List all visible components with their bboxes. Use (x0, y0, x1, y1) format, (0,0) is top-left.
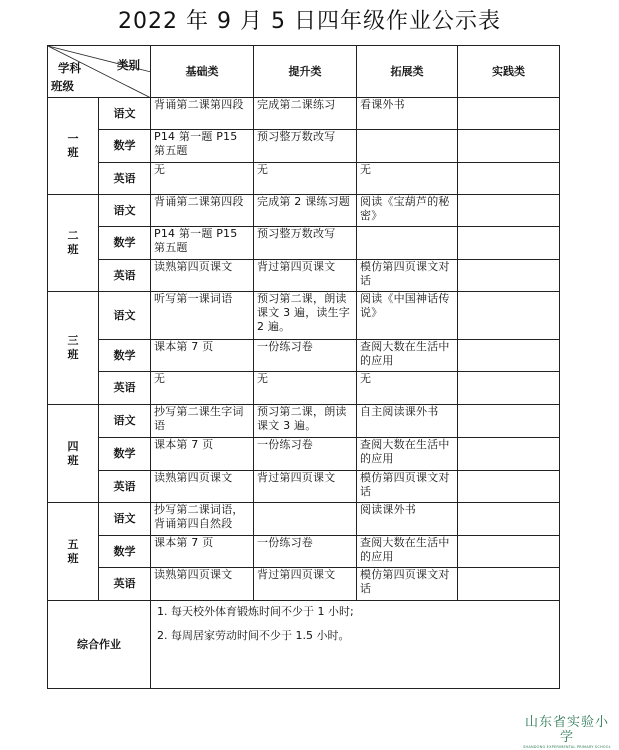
homework-cell-advanced: 一份练习卷 (254, 438, 357, 471)
table-row (48, 503, 560, 536)
column-header-basic: 基础类 (151, 46, 254, 98)
column-header-extension: 拓展类 (357, 46, 458, 98)
summary-note: 2. 每周居家劳动时间不少于 1.5 小时。 (157, 629, 350, 642)
homework-cell-advanced: 背过第四页课文 (254, 260, 357, 292)
homework-cell-extension: 阅读《宝葫芦的秘密》 (357, 195, 458, 227)
class-name-cell: 五 班 (48, 503, 99, 601)
table-row (48, 98, 560, 130)
subject-cell: 数学 (99, 438, 151, 471)
table-row (48, 227, 560, 260)
homework-cell-advanced: 无 (254, 372, 357, 405)
subject-cell: 英语 (99, 260, 151, 292)
summary-notes (151, 601, 560, 689)
homework-cell-practice (458, 98, 560, 130)
subject-cell: 英语 (99, 163, 151, 195)
column-header-advanced: 提升类 (254, 46, 357, 98)
subject-cell: 英语 (99, 372, 151, 405)
homework-cell-basic: 课本第 7 页 (151, 536, 254, 568)
homework-cell-basic: 抄写第二课生字词语 (151, 405, 254, 438)
subject-cell: 语文 (99, 405, 151, 438)
table-row (48, 292, 560, 340)
homework-cell-advanced: 无 (254, 163, 357, 195)
table-row (48, 471, 560, 503)
page-title: 2022 年 9 月 5 日四年级作业公示表 (118, 9, 501, 34)
homework-cell-advanced: 完成第 2 课练习题 (254, 195, 357, 227)
homework-cell-advanced: 预习第二课，朗读课文 3 遍。 (254, 405, 357, 438)
homework-cell-basic: 背诵第二课第四段 (151, 195, 254, 227)
homework-cell-practice (458, 163, 560, 195)
class-name-cell: 三 班 (48, 292, 99, 405)
class-name-cell: 四 班 (48, 405, 99, 503)
subject-cell: 数学 (99, 227, 151, 260)
subject-cell: 语文 (99, 503, 151, 536)
homework-cell-advanced: 背过第四页课文 (254, 471, 357, 503)
homework-cell-basic: 课本第 7 页 (151, 340, 254, 372)
homework-cell-practice (458, 536, 560, 568)
homework-cell-extension: 阅读《中国神话传说》 (357, 292, 458, 340)
homework-cell-practice (458, 340, 560, 372)
corner-header (48, 46, 151, 98)
homework-cell-extension: 阅读课外书 (357, 503, 458, 536)
homework-cell-practice (458, 438, 560, 471)
subject-cell: 英语 (99, 471, 151, 503)
subject-cell: 语文 (99, 292, 151, 340)
homework-cell-practice (458, 227, 560, 260)
summary-row (48, 601, 560, 689)
homework-cell-practice (458, 372, 560, 405)
homework-cell-extension: 看课外书 (357, 98, 458, 130)
class-name-cell: 一 班 (48, 98, 99, 195)
school-logo-english: SHANDONG EXPERIMENTAL PRIMARY SCHOOL (523, 745, 611, 749)
homework-cell-extension: 自主阅读课外书 (357, 405, 458, 438)
table-row (48, 372, 560, 405)
school-logo (520, 715, 614, 750)
homework-cell-basic: 读熟第四页课文 (151, 260, 254, 292)
header-row (48, 46, 560, 98)
corner-subject-label: 学科 (58, 61, 81, 75)
homework-cell-advanced: 预习第二课，朗读课文 3 遍，读生字 2 遍。 (254, 292, 357, 340)
homework-cell-practice (458, 405, 560, 438)
column-header-practice: 实践类 (458, 46, 560, 98)
homework-cell-extension: 模仿第四页课文对话 (357, 471, 458, 503)
table-row (48, 405, 560, 438)
corner-category-label: 类别 (117, 58, 140, 72)
table-row (48, 195, 560, 227)
homework-cell-practice (458, 503, 560, 536)
homework-cell-extension: 查阅大数在生活中的应用 (357, 536, 458, 568)
homework-cell-advanced: 一份练习卷 (254, 340, 357, 372)
summary-label: 综合作业 (48, 601, 151, 689)
table-row (48, 340, 560, 372)
subject-cell: 英语 (99, 568, 151, 601)
subject-cell: 数学 (99, 340, 151, 372)
table-row (48, 536, 560, 568)
homework-cell-basic: 背诵第二课第四段 (151, 98, 254, 130)
homework-cell-extension: 查阅大数在生活中的应用 (357, 438, 458, 471)
homework-cell-basic: 读熟第四页课文 (151, 471, 254, 503)
homework-cell-basic: P14 第一题 P15 第五题 (151, 227, 254, 260)
homework-cell-basic: 读熟第四页课文 (151, 568, 254, 601)
subject-cell: 数学 (99, 130, 151, 163)
corner-class-label: 班级 (51, 79, 74, 93)
homework-cell-extension (357, 227, 458, 260)
subject-cell: 数学 (99, 536, 151, 568)
homework-cell-advanced: 背过第四页课文 (254, 568, 357, 601)
homework-cell-advanced: 预习整万数改写 (254, 227, 357, 260)
table-row (48, 163, 560, 195)
homework-cell-practice (458, 260, 560, 292)
subject-cell: 语文 (99, 195, 151, 227)
homework-cell-basic: 无 (151, 163, 254, 195)
summary-note: 1. 每天校外体育锻炼时间不少于 1 小时; (157, 605, 354, 618)
homework-cell-extension: 模仿第四页课文对话 (357, 568, 458, 601)
homework-cell-extension: 模仿第四页课文对话 (357, 260, 458, 292)
homework-cell-extension: 无 (357, 372, 458, 405)
homework-cell-extension: 查阅大数在生活中的应用 (357, 340, 458, 372)
class-name-cell: 二 班 (48, 195, 99, 292)
table-row (48, 568, 560, 601)
homework-cell-practice (458, 130, 560, 163)
homework-cell-basic: 听写第一课词语 (151, 292, 254, 340)
homework-cell-extension: 无 (357, 163, 458, 195)
homework-cell-extension (357, 130, 458, 163)
homework-cell-basic: 课本第 7 页 (151, 438, 254, 471)
table-row (48, 260, 560, 292)
homework-cell-basic: P14 第一题 P15 第五题 (151, 130, 254, 163)
homework-cell-advanced: 预习整万数改写 (254, 130, 357, 163)
homework-cell-basic: 抄写第二课词语，背诵第四自然段 (151, 503, 254, 536)
homework-cell-advanced (254, 503, 357, 536)
table-row (48, 130, 560, 163)
homework-cell-basic: 无 (151, 372, 254, 405)
homework-table (47, 45, 560, 689)
homework-cell-practice (458, 195, 560, 227)
table-row (48, 438, 560, 471)
subject-cell: 语文 (99, 98, 151, 130)
homework-cell-practice (458, 471, 560, 503)
homework-cell-advanced: 完成第二课练习 (254, 98, 357, 130)
homework-cell-practice (458, 292, 560, 340)
school-logo-name: 山东省实验小学 (524, 715, 609, 745)
homework-cell-practice (458, 568, 560, 601)
homework-cell-advanced: 一份练习卷 (254, 536, 357, 568)
